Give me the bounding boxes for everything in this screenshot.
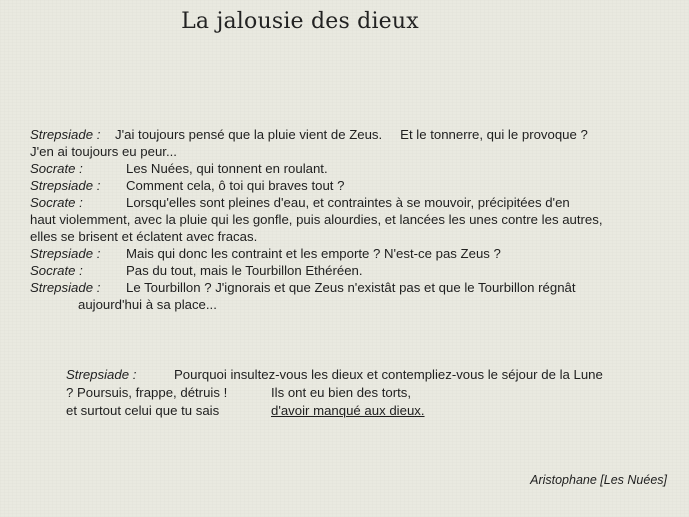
dialogue-text: Le Tourbillon ? J'ignorais et que Zeus n'existât pas et que le Tourbillon régnât xyxy=(126,280,576,295)
dialogue-line xyxy=(30,296,680,313)
dialogue-block xyxy=(30,126,680,313)
dialogue-line xyxy=(30,177,680,194)
closing-line xyxy=(66,366,666,384)
dialogue-text: J'ai toujours pensé que la pluie vient de Zeus. xyxy=(115,127,383,142)
dialogue-text: Pas du tout, mais le Tourbillon Ethéréen. xyxy=(126,263,363,278)
dialogue-text: aujourd'hui à sa place... xyxy=(78,297,217,312)
closing-text: et surtout celui que tu sais xyxy=(66,403,220,418)
speaker-label: Strepsiade : xyxy=(66,367,137,382)
dialogue-line xyxy=(30,279,680,296)
dialogue-text: Les Nuées, qui tonnent en roulant. xyxy=(126,161,328,176)
speaker-label: Socrate : xyxy=(30,161,83,176)
closing-text: Pourquoi insultez-vous les dieux et contempliez-vous le séjour de la Lune xyxy=(174,367,603,382)
dialogue-line xyxy=(30,194,680,211)
dialogue-line xyxy=(30,143,680,160)
dialogue-line xyxy=(30,262,680,279)
closing-line xyxy=(66,402,666,420)
dialogue-text: haut violemment, avec la pluie qui les gonfle, puis alourdies, et lancées les unes contre les autres, xyxy=(30,212,603,227)
dialogue-line xyxy=(30,245,680,262)
speaker-label: Strepsiade : xyxy=(30,280,101,295)
speaker-label: Strepsiade : xyxy=(30,246,101,261)
dialogue-text: J'en ai toujours eu peur... xyxy=(30,144,177,159)
closing-block xyxy=(66,366,666,420)
dialogue-line xyxy=(30,211,680,228)
closing-text: Ils ont eu bien des torts, xyxy=(271,385,412,400)
dialogue-line xyxy=(30,126,680,143)
speaker-label: Socrate : xyxy=(30,195,83,210)
dialogue-text: Et le tonnerre, qui le provoque ? xyxy=(400,127,588,142)
dialogue-line xyxy=(30,228,680,245)
closing-text-underlined: d'avoir manqué aux dieux. xyxy=(271,403,425,418)
speaker-label: Strepsiade : xyxy=(30,127,101,142)
dialogue-line xyxy=(30,160,680,177)
dialogue-text: Mais qui donc les contraint et les emporte ? N'est-ce pas Zeus ? xyxy=(126,246,501,261)
closing-text: ? Poursuis, frappe, détruis ! xyxy=(66,385,228,400)
speaker-label: Strepsiade : xyxy=(30,178,101,193)
closing-line xyxy=(66,384,666,402)
page-title: La jalousie des dieux xyxy=(181,9,419,34)
speaker-label: Socrate : xyxy=(30,263,83,278)
dialogue-text: Lorsqu'elles sont pleines d'eau, et contraintes à se mouvoir, précipitées d'en xyxy=(126,195,570,210)
dialogue-text: elles se brisent et éclatent avec fracas. xyxy=(30,229,258,244)
attribution: Aristophane [Les Nuées] xyxy=(530,473,667,487)
dialogue-text: Comment cela, ô toi qui braves tout ? xyxy=(126,178,345,193)
